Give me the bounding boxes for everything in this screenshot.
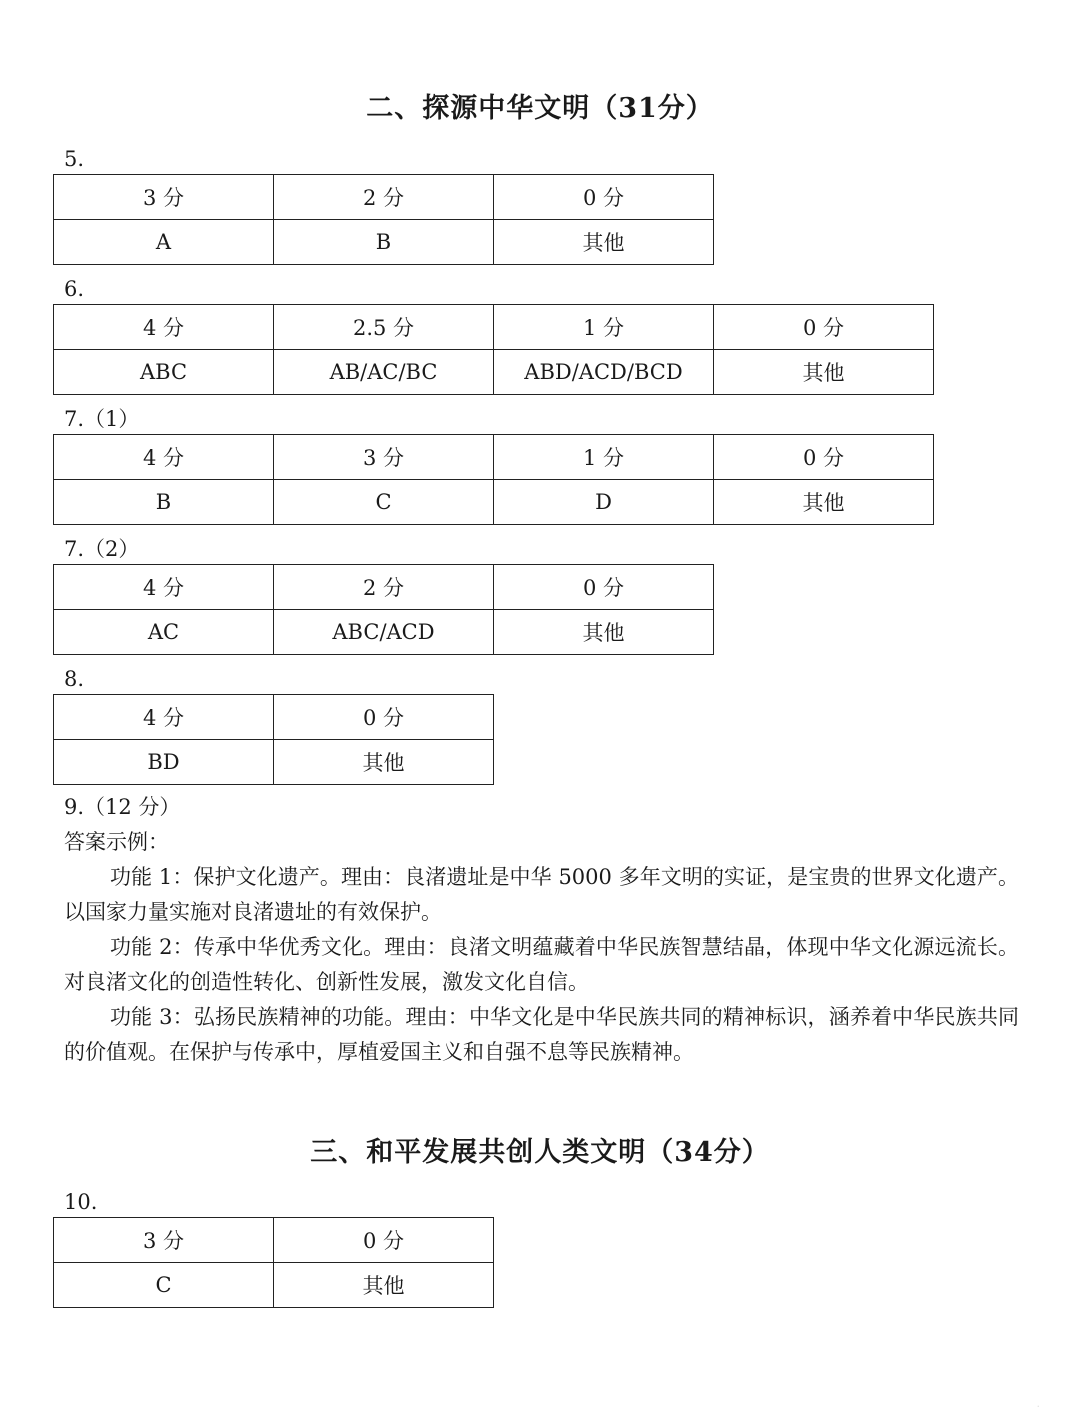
- score-cell: 4 分: [54, 565, 274, 610]
- answer-cell: ABC: [54, 350, 274, 395]
- score-cell: 3 分: [274, 435, 494, 480]
- answer-cell: B: [54, 480, 274, 525]
- question-6-label: 6.: [64, 277, 85, 301]
- answer-cell: 其他: [494, 220, 714, 265]
- question-10-label: 10.: [64, 1190, 98, 1214]
- answer-item-1: 功能 1：保护文化遗产。理由：良渚遗址是中华 5000 多年文明的实证，是宝贵的世界文化遗产。以国家力量实施对良渚遗址的有效保护。: [64, 865, 1019, 924]
- answer-cell: AC: [54, 610, 274, 655]
- score-row: [54, 565, 714, 610]
- score-cell: 4 分: [54, 435, 274, 480]
- answer-cell: 其他: [714, 350, 934, 395]
- score-cell: 2 分: [274, 175, 494, 220]
- answer-cell: A: [54, 220, 274, 265]
- score-row: [54, 695, 494, 740]
- question-8-label: 8.: [64, 667, 85, 691]
- question-5-label: 5.: [64, 147, 85, 171]
- score-cell: 4 分: [54, 695, 274, 740]
- score-cell: 0 分: [494, 565, 714, 610]
- score-cell: 1 分: [494, 305, 714, 350]
- score-cell: 2 分: [274, 565, 494, 610]
- score-cell: 0 分: [274, 1218, 494, 1263]
- answer-item-2: 功能 2：传承中华优秀文化。理由：良渚文明蕴藏着中华民族智慧结晶，体现中华文化源远流长。对良渚文化的创造性转化、创新性发展，激发文化自信。: [64, 935, 1019, 994]
- answer-row: [54, 350, 934, 395]
- answer-row: [54, 1263, 494, 1308]
- answer-row: [54, 740, 494, 785]
- question-10-score-table: [53, 1217, 494, 1308]
- section-2-title: 二、探源中华文明（31分）: [366, 93, 714, 124]
- question-7-1-score-table: [53, 434, 934, 525]
- question-6-score-table: [53, 304, 934, 395]
- answer-cell: 其他: [274, 740, 494, 785]
- answer-row: [54, 480, 934, 525]
- score-row: [54, 305, 934, 350]
- question-8-score-table: [53, 694, 494, 785]
- answer-cell: AB/AC/BC: [274, 350, 494, 395]
- score-cell: 0 分: [274, 695, 494, 740]
- answer-cell: C: [54, 1263, 274, 1308]
- answer-intro: 答案示例：: [64, 830, 169, 854]
- score-cell: 3 分: [54, 175, 274, 220]
- score-row: [54, 435, 934, 480]
- answer-row: [54, 220, 714, 265]
- answer-cell: D: [494, 480, 714, 525]
- question-5-score-table: [53, 174, 714, 265]
- score-row: [54, 175, 714, 220]
- score-cell: 3 分: [54, 1218, 274, 1263]
- watermark: ·: [1036, 1400, 1040, 1413]
- question-9-answer: [64, 790, 1019, 1070]
- question-9-label: 9.（12 分）: [64, 795, 181, 819]
- question-7-2-score-table: [53, 564, 714, 655]
- score-cell: 2.5 分: [274, 305, 494, 350]
- section-3-title: 三、和平发展共创人类文明（34分）: [310, 1137, 770, 1168]
- score-cell: 4 分: [54, 305, 274, 350]
- score-cell: 0 分: [494, 175, 714, 220]
- score-cell: 0 分: [714, 305, 934, 350]
- answer-cell: B: [274, 220, 494, 265]
- score-row: [54, 1218, 494, 1263]
- answer-cell: 其他: [714, 480, 934, 525]
- answer-row: [54, 610, 714, 655]
- answer-cell: 其他: [274, 1263, 494, 1308]
- answer-cell: ABD/ACD/BCD: [494, 350, 714, 395]
- question-7-1-label: 7.（1）: [64, 407, 140, 431]
- question-7-2-label: 7.（2）: [64, 537, 140, 561]
- answer-cell: ABC/ACD: [274, 610, 494, 655]
- score-cell: 0 分: [714, 435, 934, 480]
- score-cell: 1 分: [494, 435, 714, 480]
- answer-cell: C: [274, 480, 494, 525]
- answer-cell: 其他: [494, 610, 714, 655]
- answer-item-3: 功能 3：弘扬民族精神的功能。理由：中华文化是中华民族共同的精神标识，涵养着中华民族共同的价值观。在保护与传承中，厚植爱国主义和自强不息等民族精神。: [64, 1005, 1019, 1064]
- answer-cell: BD: [54, 740, 274, 785]
